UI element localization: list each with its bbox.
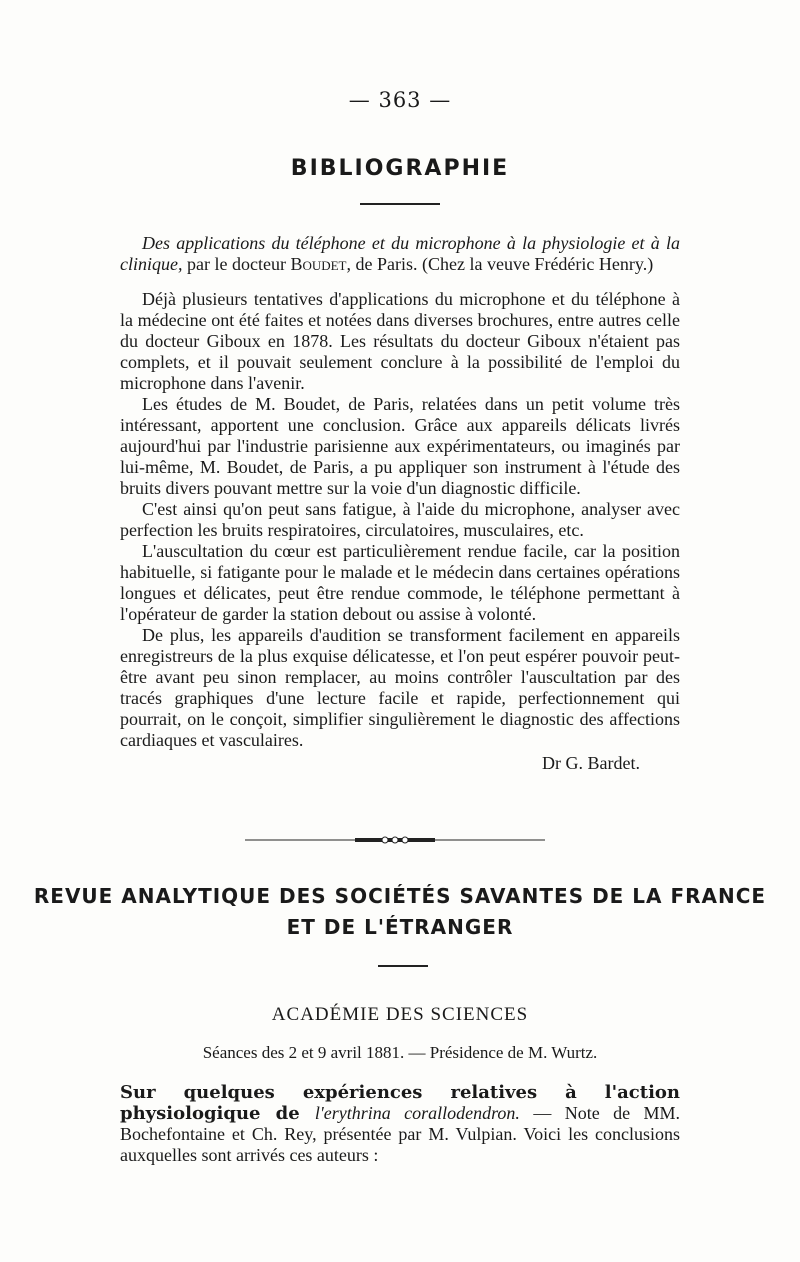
revue-heading-line1: REVUE ANALYTIQUE DES SOCIÉTÉS SAVANTES DE LA FRANCE [33,884,767,908]
book-title: Des applications du téléphone et du microphone à la physiologie et à la clinique, [120,233,680,274]
book-author: Boudet [290,254,347,274]
session-line: Séances des 2 et 9 avril 1881. — Présidence de M. Wurtz. [202,1043,598,1062]
article-summary [120,1082,680,1166]
page-number: — 363 — [348,88,452,112]
heading-rule [360,203,440,205]
paragraph: De plus, les appareils d'audition se transforment facilement en appareils enregistreurs de la plus exquise délicatesse, et l'on peut espérer pouvoir peut-être avant peu sinon remplacer, au moins contrôler l'auscultation par des tracés graphiques d'une lecture facile et rapide, perfectionnement qui pourrait, on le conçoit, simplifier singulièrement le diagnostic des affections cardiaques et vasculaires. [120,625,680,750]
plant-name: l'erythrina corallodendron. [314,1103,520,1123]
reference-text: par le docteur [182,254,291,274]
paragraph: Les études de M. Boudet, de Paris, relatées dans un petit volume très intéressant, apportent une conclusion. Grâce aux appareils délicats livrés aujourd'hui par l'industrie parisienne aux expérimentateurs, ou imaginés par lui-même, M. Boudet, de Paris, a pu appliquer son instrument à l'étude des bruits divers pouvant mettre sur la voie d'un diagnostic difficile. [120,394,680,498]
bibliography-body [120,233,680,774]
book-reference [120,233,680,275]
bibliography-heading: BIBLIOGRAPHIE [290,156,510,181]
paragraph: C'est ainsi qu'on peut sans fatigue, à l'aide du microphone, analyser avec perfection les bruits respiratoires, circulatoires, musculaires, etc. [120,499,680,540]
article-note: — Note de MM. Bochefontaine et Ch. Rey, présentée par M. Vulpian. Voici les conclusions auxquelles sont arrivés ces auteurs : [120,1103,680,1165]
paragraph: L'auscultation du cœur est particulièrement rendue facile, car la position habituelle, si fatigante pour le malade et le médecin dans certaines opérations longues et délicates, peut être rendue commode, le téléphone permettant à l'opérateur de garder la station debout ou assise à volonté. [120,541,680,624]
reference-publisher: , de Paris. (Chez la veuve Frédéric Henry.) [346,254,654,274]
signature: Dr G. Bardet. [542,753,640,773]
revue-rule [378,965,428,967]
revue-heading-line2: ET DE L'ÉTRANGER [286,915,514,939]
section-divider-ornament [245,836,545,844]
article-title: Sur quelques expériences relatives à l'action physiologique de [120,1082,680,1124]
academy-heading: ACADÉMIE DES SCIENCES [271,1004,529,1025]
paragraph: Déjà plusieurs tentatives d'applications du microphone et du téléphone à la médecine ont été faites et notées dans diverses brochures, entre autres celle du docteur Giboux en 1878. Les résultats du docteur Giboux n'étaient pas complets, et il pouvait seulement conclure à la possibilité de l'emploi du microphone dans l'avenir. [120,289,680,393]
article-paragraph [120,1082,680,1166]
